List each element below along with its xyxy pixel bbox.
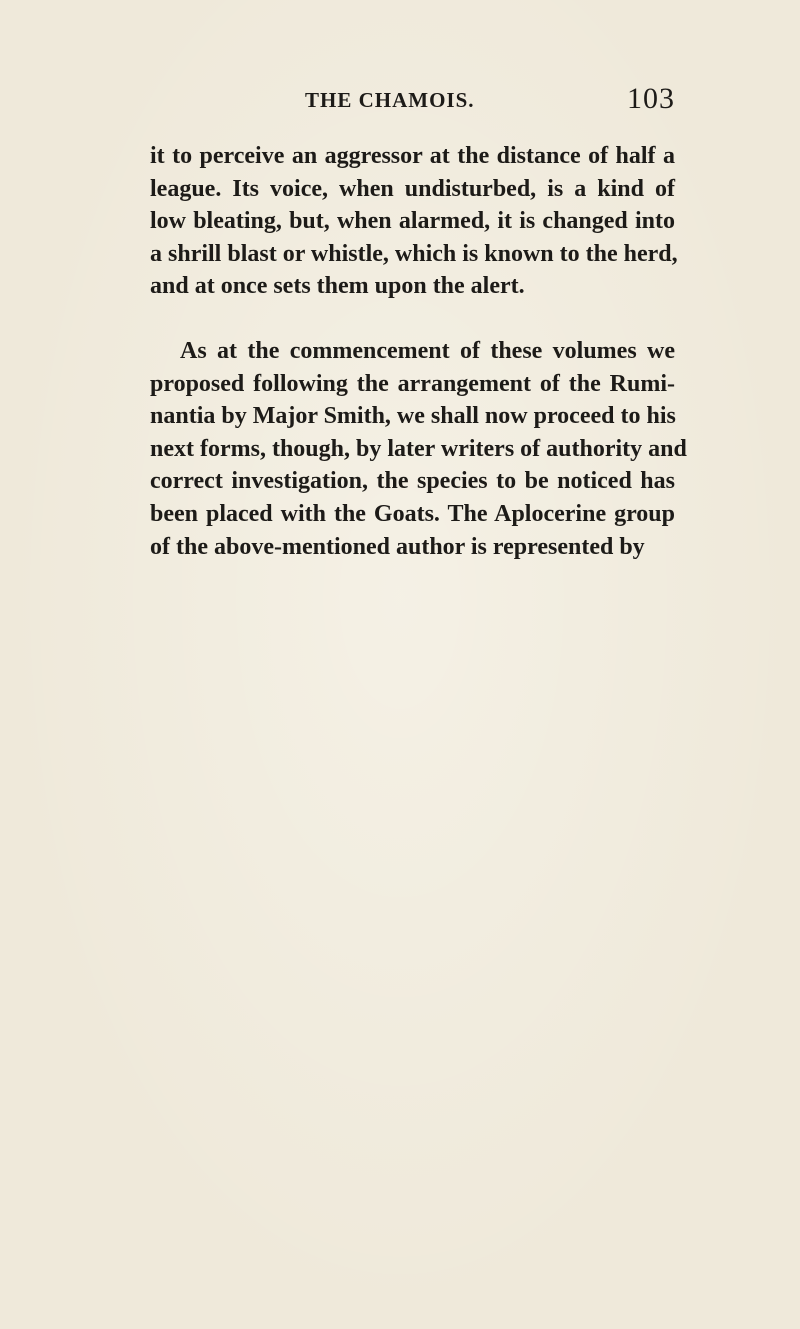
text-line: it to perceive an aggressor at the distance of half a xyxy=(150,143,675,169)
text-line: and at once sets them upon the alert. xyxy=(150,273,525,300)
page-number: 103 xyxy=(627,82,675,115)
text-line: of the above-mentioned author is represented by xyxy=(150,533,645,560)
text-line: nantia by Major Smith, we shall now proceed to his xyxy=(150,403,676,430)
body-text xyxy=(150,140,687,563)
text-line: been placed with the Goats. The Aplocerine group xyxy=(150,500,675,527)
running-title: THE CHAMOIS. xyxy=(305,88,475,112)
text-line: next forms, though, by later writers of authority and xyxy=(150,435,687,462)
text-line: a shrill blast or whistle, which is known to the herd, xyxy=(150,240,678,267)
paragraph-1 xyxy=(150,140,678,303)
text-line: As at the commencement of these volumes we xyxy=(180,337,675,364)
text-line: low bleating, but, when alarmed, it is changed into xyxy=(150,208,675,235)
text-line: correct investigation, the species to be noticed has xyxy=(150,468,675,495)
text-line: proposed following the arrangement of the Rumi- xyxy=(150,370,675,397)
text-line: league. Its voice, when undisturbed, is a kind of xyxy=(150,175,675,202)
page-header xyxy=(150,82,675,120)
paragraph-2 xyxy=(150,335,687,563)
